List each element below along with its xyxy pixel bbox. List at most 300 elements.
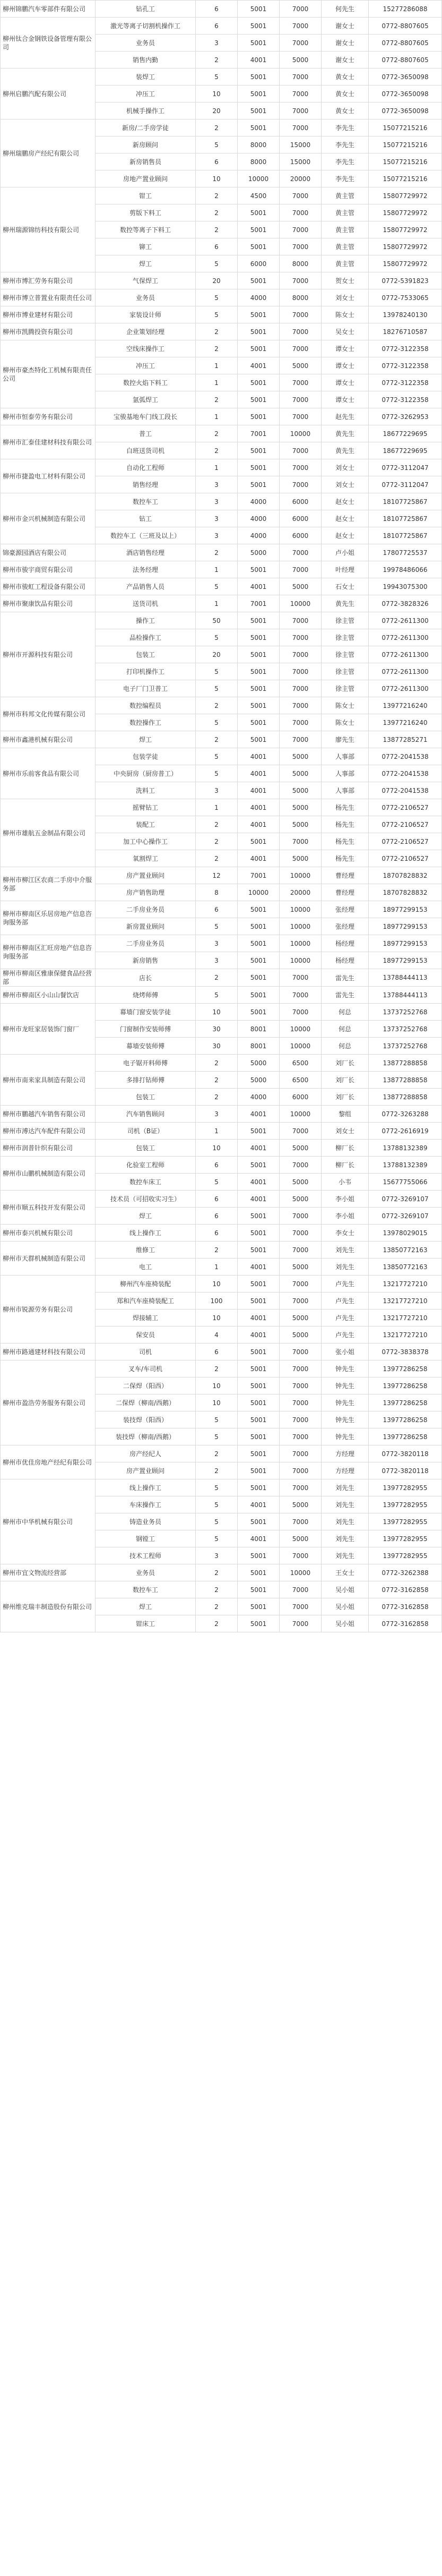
headcount-cell: 30 <box>196 1021 238 1038</box>
table-row <box>1 1055 442 1072</box>
contact-phone-cell: 13737252768 <box>369 1004 442 1021</box>
company-name-cell: 柳州市汇泰佳建材科技有限公司 <box>1 425 96 459</box>
job-title-cell: 数控车工 <box>96 1581 196 1598</box>
salary-max-cell: 5000 <box>280 1310 322 1326</box>
job-title-cell: 氩弧焊工 <box>96 391 196 408</box>
company-name-cell: 柳州维克瑞丰制造股份有限公司 <box>1 1581 96 1632</box>
headcount-cell: 5 <box>196 255 238 272</box>
headcount-cell: 2 <box>196 1360 238 1377</box>
salary-max-cell: 20000 <box>280 170 322 187</box>
contact-phone-cell: 13217727210 <box>369 1310 442 1326</box>
contact-person-cell: 方经理 <box>322 1462 369 1479</box>
contact-phone-cell: 13788132389 <box>369 1157 442 1174</box>
salary-max-cell: 7000 <box>280 697 322 714</box>
contact-phone-cell: 15807729972 <box>369 238 442 255</box>
job-title-cell: 业务员 <box>96 1564 196 1581</box>
contact-phone-cell: 15077215216 <box>369 119 442 136</box>
company-name-cell: 柳州市博汇劳务有限公司 <box>1 272 96 289</box>
contact-phone-cell: 13877285271 <box>369 731 442 748</box>
contact-phone-cell: 0772-3838378 <box>369 1343 442 1360</box>
salary-min-cell: 5001 <box>238 1276 280 1293</box>
headcount-cell: 5 <box>196 1479 238 1496</box>
contact-person-cell: 谢女士 <box>322 52 369 69</box>
table-row <box>1 340 442 357</box>
job-title-cell: 技术员（可招收实习生） <box>96 1191 196 1208</box>
salary-min-cell: 5001 <box>238 1225 280 1242</box>
job-title-cell: 电工 <box>96 1259 196 1276</box>
contact-phone-cell: 13217727210 <box>369 1276 442 1293</box>
salary-max-cell: 5000 <box>280 850 322 867</box>
job-title-cell: 法务经理 <box>96 561 196 578</box>
contact-phone-cell: 13977216240 <box>369 697 442 714</box>
table-row <box>1 748 442 765</box>
table-row <box>1 425 442 442</box>
job-title-cell: 包装工 <box>96 1140 196 1157</box>
headcount-cell: 2 <box>196 697 238 714</box>
salary-min-cell: 4001 <box>238 1310 280 1326</box>
salary-max-cell: 6000 <box>280 527 322 544</box>
salary-max-cell: 7000 <box>280 238 322 255</box>
contact-phone-cell: 13850772163 <box>369 1242 442 1259</box>
salary-min-cell: 5001 <box>238 1411 280 1428</box>
salary-max-cell: 10000 <box>280 918 322 935</box>
salary-min-cell: 5001 <box>238 1547 280 1564</box>
company-name-cell: 柳州市捷盈电工材料有限公司 <box>1 459 96 493</box>
salary-max-cell: 7000 <box>280 272 322 289</box>
company-name-cell: 柳州市柳南区乐居房地产信息咨询服务部 <box>1 901 96 935</box>
contact-person-cell: 陈女士 <box>322 306 369 323</box>
contact-phone-cell: 0772-3112047 <box>369 476 442 493</box>
job-title-cell: 焊工 <box>96 1598 196 1615</box>
headcount-cell: 1 <box>196 1259 238 1276</box>
contact-person-cell: 钟先生 <box>322 1360 369 1377</box>
company-name-cell: 柳州市中华机械有限公司 <box>1 1479 96 1564</box>
salary-min-cell: 5001 <box>238 1 280 18</box>
contact-person-cell: 李先生 <box>322 153 369 170</box>
contact-person-cell: 人事部 <box>322 748 369 765</box>
contact-person-cell: 黄女士 <box>322 69 369 85</box>
salary-min-cell: 10000 <box>238 170 280 187</box>
salary-max-cell: 7000 <box>280 119 322 136</box>
salary-min-cell: 5001 <box>238 1123 280 1140</box>
headcount-cell: 2 <box>196 1564 238 1581</box>
contact-person-cell: 刘先生 <box>322 1530 369 1547</box>
salary-max-cell: 7000 <box>280 1225 322 1242</box>
salary-min-cell: 5001 <box>238 1428 280 1445</box>
table-row <box>1 561 442 578</box>
salary-max-cell: 5000 <box>280 1326 322 1343</box>
job-title-cell: 数控车工（三班及以上） <box>96 527 196 544</box>
job-title-cell: 钳床工 <box>96 1615 196 1632</box>
salary-max-cell: 7000 <box>280 459 322 476</box>
headcount-cell: 2 <box>196 1462 238 1479</box>
headcount-cell: 1 <box>196 374 238 391</box>
headcount-cell: 8 <box>196 884 238 901</box>
contact-person-cell: 吴小姐 <box>322 1615 369 1632</box>
contact-phone-cell: 0772-8807605 <box>369 18 442 35</box>
salary-min-cell: 5001 <box>238 1513 280 1530</box>
contact-phone-cell: 0772-2616919 <box>369 1123 442 1140</box>
headcount-cell: 10 <box>196 1377 238 1394</box>
job-title-cell: 二保焊（阳西） <box>96 1377 196 1394</box>
job-title-cell: 电子锯开料师傅 <box>96 1055 196 1072</box>
contact-phone-cell: 13737252768 <box>369 1021 442 1038</box>
salary-min-cell: 4000 <box>238 527 280 544</box>
salary-min-cell: 4001 <box>238 52 280 69</box>
headcount-cell: 1 <box>196 459 238 476</box>
contact-person-cell: 杨先生 <box>322 799 369 816</box>
salary-max-cell: 7000 <box>280 663 322 680</box>
table-row <box>1 544 442 561</box>
contact-phone-cell: 0772-2611300 <box>369 680 442 697</box>
job-title-cell: 装技焊（阳西） <box>96 1411 196 1428</box>
salary-max-cell: 10000 <box>280 901 322 918</box>
salary-min-cell: 5001 <box>238 1615 280 1632</box>
contact-phone-cell: 13877288858 <box>369 1089 442 1106</box>
salary-min-cell: 4001 <box>238 1174 280 1191</box>
contact-phone-cell: 13977286258 <box>369 1394 442 1411</box>
contact-phone-cell: 0772-3262388 <box>369 1564 442 1581</box>
contact-person-cell: 何先生 <box>322 1 369 18</box>
headcount-cell: 5 <box>196 1411 238 1428</box>
salary-min-cell: 5001 <box>238 1394 280 1411</box>
job-title-cell: 汽车销售顾问 <box>96 1106 196 1123</box>
headcount-cell: 2 <box>196 833 238 850</box>
salary-max-cell: 7000 <box>280 306 322 323</box>
headcount-cell: 1 <box>196 357 238 374</box>
company-name-cell: 柳州市鑫港机械有限公司 <box>1 731 96 748</box>
contact-phone-cell: 15077215216 <box>369 153 442 170</box>
job-title-cell: 企业策划经理 <box>96 323 196 340</box>
salary-max-cell: 5000 <box>280 748 322 765</box>
contact-phone-cell: 0772-2611300 <box>369 663 442 680</box>
company-name-cell: 柳州市优佳房地产经纪有限公司 <box>1 1445 96 1479</box>
salary-max-cell: 7000 <box>280 187 322 204</box>
headcount-cell: 5 <box>196 306 238 323</box>
contact-phone-cell: 13977216240 <box>369 714 442 731</box>
company-name-cell: 柳州市骏宇商贸有限公司 <box>1 561 96 578</box>
salary-min-cell: 5001 <box>238 323 280 340</box>
headcount-cell: 5 <box>196 578 238 595</box>
contact-phone-cell: 13977286258 <box>369 1411 442 1428</box>
headcount-cell: 5 <box>196 1513 238 1530</box>
salary-max-cell: 10000 <box>280 1038 322 1055</box>
company-name-cell: 柳州市骏虹工程设备有限公司 <box>1 578 96 595</box>
salary-min-cell: 5001 <box>238 102 280 119</box>
table-row <box>1 1564 442 1581</box>
job-title-cell: 数控操作工 <box>96 714 196 731</box>
job-title-cell: 气保焊工 <box>96 272 196 289</box>
contact-phone-cell: 0772-7533065 <box>369 289 442 306</box>
contact-person-cell: 王女士 <box>322 1564 369 1581</box>
company-name-cell: 柳州市鹏越汽车销售有限公司 <box>1 1106 96 1123</box>
salary-min-cell: 5001 <box>238 901 280 918</box>
company-name-cell: 柳州锦鹏汽车零部件有限公司 <box>1 1 96 18</box>
job-title-cell: 房产置业顾问 <box>96 1462 196 1479</box>
company-name-cell: 柳州市博立普置业有限责任公司 <box>1 289 96 306</box>
salary-min-cell: 5001 <box>238 731 280 748</box>
salary-max-cell: 6500 <box>280 1055 322 1072</box>
company-name-cell: 柳州市金兴机械制造有限公司 <box>1 493 96 544</box>
contact-person-cell: 黎组 <box>322 1106 369 1123</box>
salary-min-cell: 4001 <box>238 1496 280 1513</box>
contact-phone-cell: 18107725867 <box>369 493 442 510</box>
salary-min-cell: 5001 <box>238 238 280 255</box>
salary-min-cell: 5001 <box>238 663 280 680</box>
salary-max-cell: 7000 <box>280 1293 322 1310</box>
salary-min-cell: 5001 <box>238 629 280 646</box>
salary-max-cell: 10000 <box>280 1021 322 1038</box>
salary-max-cell: 6500 <box>280 1072 322 1089</box>
salary-max-cell: 7000 <box>280 1004 322 1021</box>
table-row <box>1 612 442 629</box>
salary-min-cell: 4000 <box>238 1089 280 1106</box>
job-title-cell: 酒店销售经理 <box>96 544 196 561</box>
job-title-cell: 保安员 <box>96 1326 196 1343</box>
salary-max-cell: 7000 <box>280 1394 322 1411</box>
contact-person-cell: 刘先生 <box>322 1479 369 1496</box>
table-row <box>1 867 442 884</box>
job-title-cell: 焊工 <box>96 1208 196 1225</box>
job-title-cell: 包装工 <box>96 1089 196 1106</box>
contact-person-cell: 李先生 <box>322 170 369 187</box>
table-row <box>1 1106 442 1123</box>
headcount-cell: 2 <box>196 340 238 357</box>
contact-phone-cell: 13217727210 <box>369 1293 442 1310</box>
contact-person-cell: 曹经理 <box>322 867 369 884</box>
salary-max-cell: 7000 <box>280 612 322 629</box>
contact-phone-cell: 13978240130 <box>369 306 442 323</box>
salary-min-cell: 8000 <box>238 153 280 170</box>
contact-person-cell: 小韦 <box>322 1174 369 1191</box>
contact-person-cell: 李先生 <box>322 119 369 136</box>
contact-person-cell: 人事部 <box>322 782 369 799</box>
table-row <box>1 578 442 595</box>
headcount-cell: 2 <box>196 52 238 69</box>
job-title-cell: 机械手操作工 <box>96 102 196 119</box>
company-name-cell: 柳州市科邦文化传媒有限公司 <box>1 697 96 731</box>
job-title-cell: 焊工 <box>96 731 196 748</box>
job-title-cell: 钻工 <box>96 510 196 527</box>
salary-max-cell: 7000 <box>280 442 322 459</box>
contact-person-cell: 赵女士 <box>322 527 369 544</box>
contact-phone-cell: 0772-2611300 <box>369 612 442 629</box>
salary-min-cell: 7001 <box>238 425 280 442</box>
contact-person-cell: 黄女士 <box>322 102 369 119</box>
salary-max-cell: 7000 <box>280 987 322 1004</box>
salary-min-cell: 5001 <box>238 1343 280 1360</box>
contact-person-cell: 钟先生 <box>322 1377 369 1394</box>
contact-phone-cell: 13977286258 <box>369 1377 442 1394</box>
table-row <box>1 323 442 340</box>
job-title-cell: 钻孔工 <box>96 1 196 18</box>
job-title-cell: 普工 <box>96 425 196 442</box>
table-row <box>1 1479 442 1496</box>
contact-person-cell: 钟先生 <box>322 1394 369 1411</box>
headcount-cell: 6 <box>196 238 238 255</box>
headcount-cell: 3 <box>196 1106 238 1123</box>
contact-person-cell: 雷先生 <box>322 969 369 987</box>
company-name-cell: 柳州市润普针织有限公司 <box>1 1140 96 1157</box>
contact-phone-cell: 0772-3122358 <box>369 374 442 391</box>
salary-min-cell: 5000 <box>238 1055 280 1072</box>
contact-person-cell: 徐主管 <box>322 663 369 680</box>
salary-max-cell: 7000 <box>280 69 322 85</box>
salary-max-cell: 7000 <box>280 1123 322 1140</box>
salary-max-cell: 7000 <box>280 408 322 425</box>
headcount-cell: 2 <box>196 1242 238 1259</box>
headcount-cell: 2 <box>196 1581 238 1598</box>
headcount-cell: 5 <box>196 663 238 680</box>
headcount-cell: 3 <box>196 493 238 510</box>
headcount-cell: 2 <box>196 442 238 459</box>
salary-min-cell: 7001 <box>238 867 280 884</box>
contact-person-cell: 张小姐 <box>322 1343 369 1360</box>
contact-phone-cell: 19978486066 <box>369 561 442 578</box>
contact-person-cell: 赵先生 <box>322 408 369 425</box>
headcount-cell: 1 <box>196 595 238 612</box>
headcount-cell: 6 <box>196 1208 238 1225</box>
table-row <box>1 1140 442 1157</box>
salary-min-cell: 5001 <box>238 612 280 629</box>
job-title-cell: 新房置业顾问 <box>96 918 196 935</box>
salary-max-cell: 5000 <box>280 1191 322 1208</box>
contact-person-cell: 杨先生 <box>322 850 369 867</box>
contact-phone-cell: 13788444113 <box>369 987 442 1004</box>
headcount-cell: 5 <box>196 1530 238 1547</box>
job-title-cell: 多排打钻师傅 <box>96 1072 196 1089</box>
headcount-cell: 12 <box>196 867 238 884</box>
salary-max-cell: 7000 <box>280 85 322 102</box>
table-row <box>1 187 442 204</box>
contact-phone-cell: 18107725867 <box>369 510 442 527</box>
contact-person-cell: 刘先生 <box>322 1496 369 1513</box>
headcount-cell: 3 <box>196 527 238 544</box>
headcount-cell: 10 <box>196 1310 238 1326</box>
contact-person-cell: 刘先生 <box>322 1259 369 1276</box>
company-name-cell: 柳州启鹏汽配有限公司 <box>1 69 96 119</box>
company-name-cell: 柳州市博业建材有限公司 <box>1 306 96 323</box>
job-title-cell: 装焊工 <box>96 69 196 85</box>
job-title-cell: 白班送货司机 <box>96 442 196 459</box>
company-name-cell: 柳州市豪杰特化工机械有限责任公司 <box>1 340 96 408</box>
contact-person-cell: 钟先生 <box>322 1411 369 1428</box>
job-title-cell: 郑和汽车座椅装配工 <box>96 1293 196 1310</box>
salary-max-cell: 7000 <box>280 646 322 663</box>
headcount-cell: 2 <box>196 969 238 987</box>
table-row <box>1 289 442 306</box>
contact-phone-cell: 13977282955 <box>369 1547 442 1564</box>
headcount-cell: 20 <box>196 272 238 289</box>
contact-phone-cell: 13788444113 <box>369 969 442 987</box>
job-title-cell: 铆工 <box>96 238 196 255</box>
salary-max-cell: 6000 <box>280 493 322 510</box>
contact-phone-cell: 0772-3263288 <box>369 1106 442 1123</box>
contact-phone-cell: 18977299153 <box>369 935 442 952</box>
salary-min-cell: 5001 <box>238 1462 280 1479</box>
contact-person-cell: 吴女士 <box>322 323 369 340</box>
company-name-cell: 柳州市凯腾投资有限公司 <box>1 323 96 340</box>
contact-phone-cell: 15077215216 <box>369 170 442 187</box>
contact-person-cell: 徐主管 <box>322 612 369 629</box>
salary-min-cell: 5001 <box>238 1377 280 1394</box>
contact-person-cell: 柳厂长 <box>322 1157 369 1174</box>
company-name-cell: 柳州市宜文物流经营部 <box>1 1564 96 1581</box>
contact-person-cell: 黄先生 <box>322 595 369 612</box>
salary-min-cell: 4001 <box>238 1259 280 1276</box>
headcount-cell: 2 <box>196 731 238 748</box>
salary-max-cell: 7000 <box>280 1276 322 1293</box>
contact-person-cell: 谭女士 <box>322 374 369 391</box>
contact-person-cell: 谢女士 <box>322 18 369 35</box>
contact-person-cell: 谭女士 <box>322 340 369 357</box>
contact-phone-cell: 15277286088 <box>369 1 442 18</box>
table-row <box>1 595 442 612</box>
salary-max-cell: 7000 <box>280 35 322 52</box>
contact-person-cell: 黄主管 <box>322 255 369 272</box>
salary-min-cell: 5001 <box>238 646 280 663</box>
table-row <box>1 69 442 85</box>
job-title-cell: 司机 <box>96 1343 196 1360</box>
contact-phone-cell: 18677229695 <box>369 425 442 442</box>
headcount-cell: 10 <box>196 85 238 102</box>
table-row <box>1 935 442 952</box>
salary-min-cell: 4001 <box>238 799 280 816</box>
job-title-cell: 摇臂钻工 <box>96 799 196 816</box>
company-name-cell: 柳州市山鹏机械制造有限公司 <box>1 1157 96 1191</box>
contact-person-cell: 杨经理 <box>322 952 369 969</box>
headcount-cell: 2 <box>196 1055 238 1072</box>
salary-min-cell: 5001 <box>238 340 280 357</box>
salary-max-cell: 7000 <box>280 731 322 748</box>
contact-person-cell: 黄先生 <box>322 425 369 442</box>
salary-max-cell: 8000 <box>280 289 322 306</box>
contact-person-cell: 何总 <box>322 1038 369 1055</box>
job-title-cell: 洗料工 <box>96 782 196 799</box>
headcount-cell: 30 <box>196 1038 238 1055</box>
headcount-cell: 6 <box>196 1191 238 1208</box>
salary-min-cell: 4001 <box>238 1106 280 1123</box>
salary-max-cell: 7000 <box>280 1377 322 1394</box>
salary-max-cell: 10000 <box>280 1564 322 1581</box>
headcount-cell: 5 <box>196 680 238 697</box>
job-title-cell: 宝骏基地车门线工段长 <box>96 408 196 425</box>
headcount-cell: 4 <box>196 1326 238 1343</box>
contact-phone-cell: 0772-3650098 <box>369 85 442 102</box>
salary-min-cell: 5001 <box>238 459 280 476</box>
salary-max-cell: 5000 <box>280 1530 322 1547</box>
job-title-cell: 电子厂门卫普工 <box>96 680 196 697</box>
job-title-cell: 打印机操作工 <box>96 663 196 680</box>
salary-min-cell: 5001 <box>238 918 280 935</box>
salary-max-cell: 6000 <box>280 1089 322 1106</box>
contact-person-cell: 石女士 <box>322 578 369 595</box>
salary-max-cell: 5000 <box>280 1496 322 1513</box>
headcount-cell: 3 <box>196 35 238 52</box>
table-row <box>1 18 442 35</box>
salary-max-cell: 7000 <box>280 102 322 119</box>
salary-min-cell: 5001 <box>238 952 280 969</box>
headcount-cell: 6 <box>196 1 238 18</box>
job-title-cell: 数控等离子下料工 <box>96 221 196 238</box>
contact-phone-cell: 13877288858 <box>369 1072 442 1089</box>
contact-phone-cell: 15807729972 <box>369 204 442 221</box>
headcount-cell: 10 <box>196 170 238 187</box>
salary-max-cell: 7000 <box>280 221 322 238</box>
contact-person-cell: 陈女士 <box>322 697 369 714</box>
headcount-cell: 10 <box>196 1140 238 1157</box>
contact-phone-cell: 0772-3820118 <box>369 1462 442 1479</box>
